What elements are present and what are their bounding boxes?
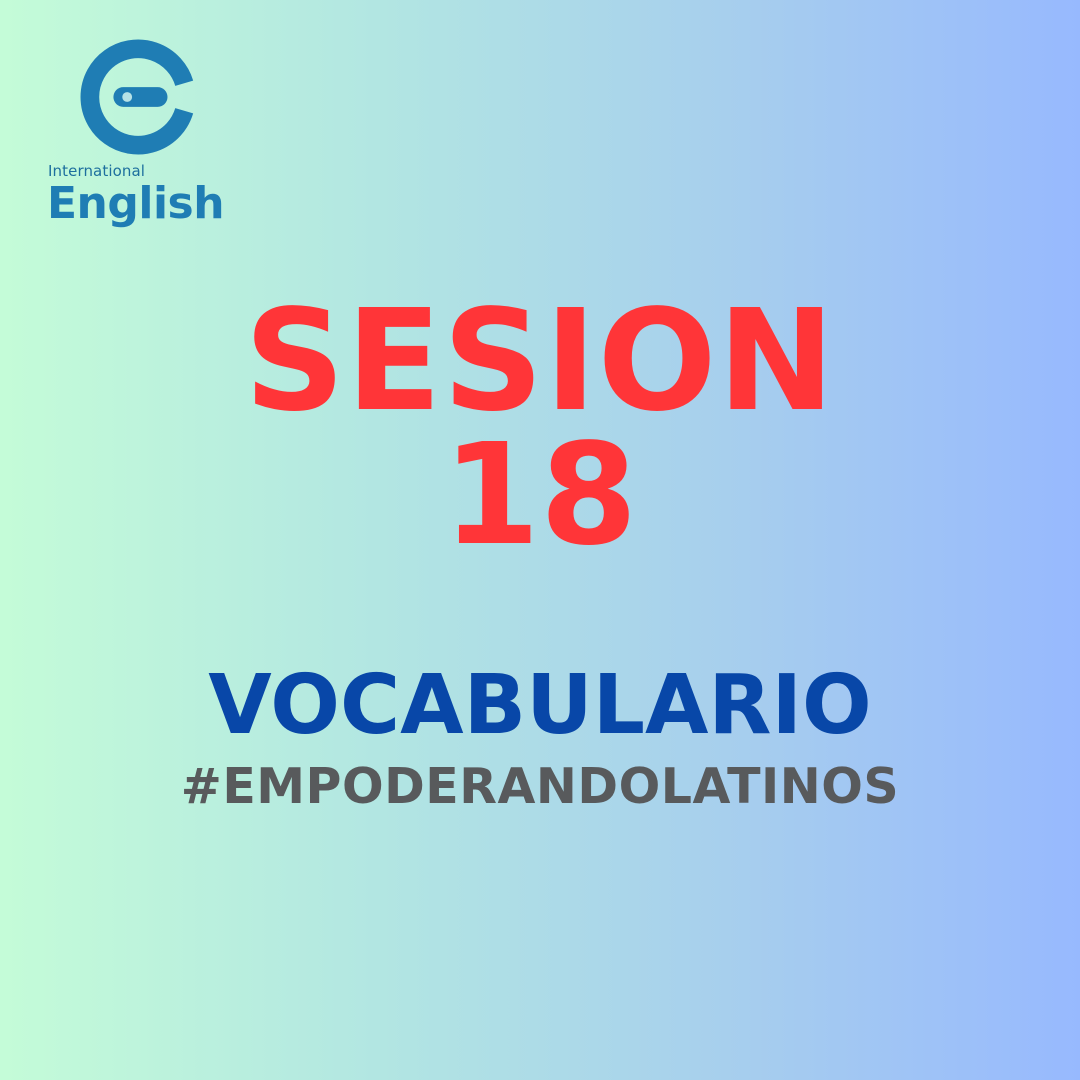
- brand-logo: [47, 38, 237, 238]
- logo-subtitle: International: [48, 162, 146, 180]
- e-logo-icon: [79, 38, 197, 156]
- session-number: 18: [442, 414, 638, 577]
- topic-heading: VOCABULARIO: [208, 658, 872, 753]
- campaign-hashtag: #EMPODERANDOLATINOS: [180, 758, 900, 815]
- session-label: SESION: [244, 280, 836, 443]
- session-title: [0, 280, 1080, 577]
- logo-wordmark: English: [47, 178, 225, 229]
